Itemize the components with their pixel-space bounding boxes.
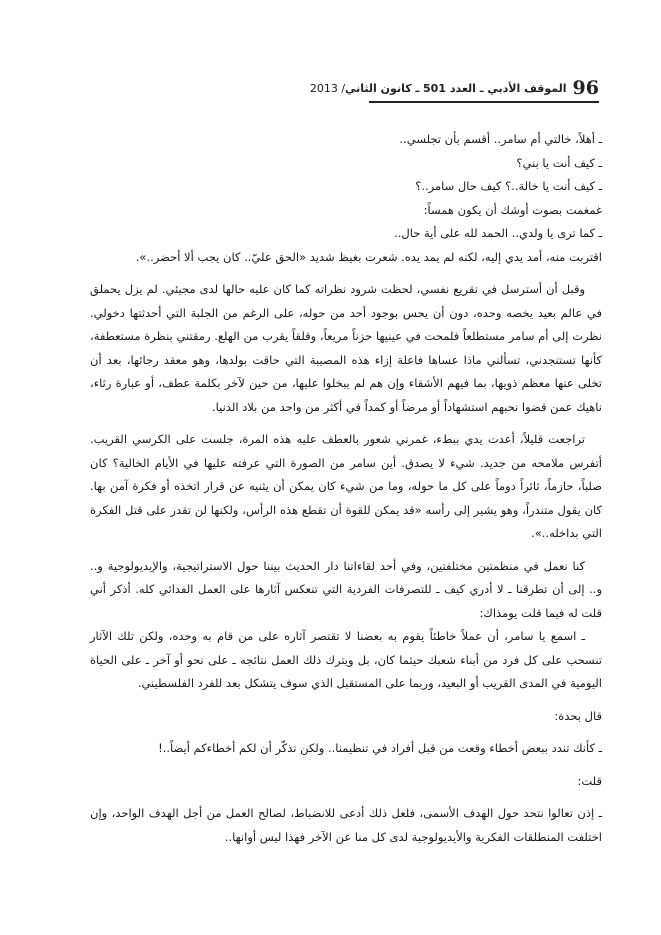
paragraph: ـ كيف أنت يا بني؟ bbox=[516, 155, 602, 170]
paragraph: ـ كأنك تندد ببعض أخطاء وقعت من قبل أفراد في تنظيمنا.. ولكن تذكّر أن لكم أخطاءكم أيضاً..! bbox=[158, 741, 602, 755]
paragraph: ـ كما ترى يا ولدي.. الحمد لله على أية حال.. bbox=[394, 226, 602, 240]
paragraph: غمغمت بصوت أوشك أن يكون همساً: bbox=[423, 202, 602, 217]
paragraph: كنا نعمل في منظمتين مختلفتين، وفي أحد لقاءاتنا دار الحديث بيننا حول الاستراتيجية، والإيديولوجية و.. و.. إلى أن تطرقنا ـ لا أدري كيف ـ للتصرفات الفردية التي تنعكس آثارها على العمل الفدائي كله. أذكر أني قلت له فيما قلت يومذاك: bbox=[90, 558, 602, 620]
running-header bbox=[309, 76, 599, 100]
paragraph: قلت: bbox=[577, 773, 602, 788]
running-title: الموقف الأدبي ـ العدد 501 ـ كانون الثاني/ 2013 bbox=[309, 81, 567, 95]
paragraph: اقتربت منه، أمد يدي إليه، لكنه لم يمد يده. شعرت بغيظ شديد «الحق عليّ.. كان يجب ألا أحضر..». bbox=[135, 249, 602, 264]
article-body bbox=[90, 128, 602, 849]
magazine-name: الموقف الأدبي bbox=[487, 81, 567, 95]
issue-number: العدد 501 bbox=[423, 81, 476, 95]
issue-month: كانون الثاني bbox=[345, 81, 412, 95]
paragraph: وقبل أن أسترسل في تقريع نفسي، لحظت شرود نظراته كما كان عليه حالها لدى مجيئي. لم يزل يحملق في عالم بعيد يخصه وحده، دون أن يحس بوجود أحد من حوله، على الرغم من الجلبة التي أحدثتها دخولي. نظرت إلى أم سامر مستطلعاً فلمحت في عينيها حزناً مريعاً، وقلقاً يقرب من الهلع. رمقتني بنظرة مستعطفة، كأنها تستنجدني، تسألني ماذا عساها فاعلة إزاء هذه المصيبة التي حاقت بولدها، وهو معقد رجائها، بعد أن تخلى عنها معظم ذويها، بما فيهم الأشقاء وإن هم لم يبخلوا عليها، من حين لآخر بكلمة عطف، أو عبارة رثاء، ناهيك عمن قضوا نحبهم استشهاداً أو مرضاً أو كمداً في أكثر من واحد من بلاد الدنيا. bbox=[90, 282, 602, 414]
paragraph: ـ كيف أنت يا خالة..؟ كيف حال سامر..؟ bbox=[415, 179, 602, 193]
header-rule bbox=[369, 101, 599, 103]
page-number: 96 bbox=[572, 77, 599, 99]
paragraph: قال بحدة: bbox=[554, 708, 602, 723]
paragraph: تراجعت قليلاً، أعدت يدي ببطء، غمرني شعور بالعطف عليه هذه المرة، جلست على الكرسي القريب. أتفرس ملامحه من جديد. شيء لا يصدق. أين سامر من الصورة التي عرفته عليها في الأيام الخالية؟ كان صلباً، حازماً، ثائراً دوماً على كل ما حوله، وما من شيء كان يمكن أن يثنيه عن قرار اتخذه أو فكرة آمن بها. كان يقول متندراً، وهو يشير إلى رأسه «قد يمكن للقوة أن تقطع هذه الرأس، ولكنها لن تقدر على قتل الفكرة التي بداخله..». bbox=[90, 432, 602, 540]
paragraph: ـ إذن تعالوا نتحد حول الهدف الأسمى، فلعل ذلك أدعى للانضباط، لصالح العمل من أجل الهدف الواحد، وإن اختلفت المنطلقات الفكرية والأيديولوجية لدى كل منا عن الآخر فهذا ليس أوانها.. bbox=[90, 806, 602, 844]
paragraph: ـ أهلاً، خالتي أم سامر.. أقسم بأن تجلسي.. bbox=[399, 132, 602, 146]
paragraph: ـ اسمع يا سامر، أن عملاً خاطئاً يقوم به بعضنا لا تقتصر آثاره على من قام به وحده، ولكن تلك الآثار تنسحب على كل فرد من أبناء شعبك حيثما كان، بل ويترك ذلك العمل نتائجه ـ على نحو أو آخر ـ على الحياة اليومية في المدى القريب أو البعيد، وربما على المستقبل الذي سوف يتشكل بعد للفرد الفلسطيني. bbox=[90, 629, 602, 690]
issue-year: 2013 bbox=[309, 81, 338, 95]
